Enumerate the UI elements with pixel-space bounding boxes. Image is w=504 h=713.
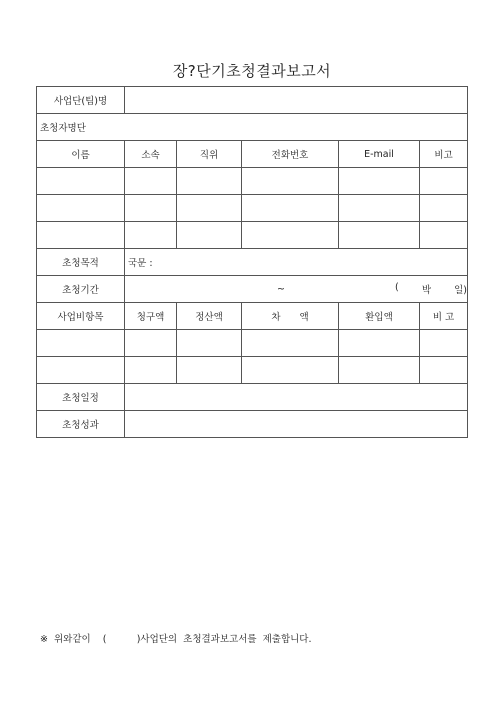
invitee-cell[interactable] bbox=[242, 222, 339, 249]
expense-header-row bbox=[37, 303, 468, 330]
invitee-row bbox=[37, 195, 468, 222]
period-row bbox=[37, 276, 468, 303]
expense-cell[interactable] bbox=[177, 357, 242, 384]
expense-cell[interactable] bbox=[125, 357, 177, 384]
period-field[interactable] bbox=[125, 276, 468, 303]
invitee-cell[interactable] bbox=[177, 195, 242, 222]
period-days: 일) bbox=[454, 285, 467, 296]
expense-row bbox=[37, 330, 468, 357]
invitee-cell[interactable] bbox=[242, 195, 339, 222]
business-team-label: 사업단(팀)명 bbox=[37, 87, 125, 114]
expense-cell[interactable] bbox=[177, 330, 242, 357]
report-form bbox=[36, 86, 468, 438]
header-phone: 전화번호 bbox=[242, 141, 339, 168]
header-affiliation: 소속 bbox=[125, 141, 177, 168]
schedule-field[interactable] bbox=[125, 384, 468, 411]
header-email: E-mail bbox=[339, 141, 420, 168]
expense-cell[interactable] bbox=[37, 357, 125, 384]
invitee-cell[interactable] bbox=[339, 195, 420, 222]
header-remarks: 비고 bbox=[420, 141, 468, 168]
invitee-cell[interactable] bbox=[420, 222, 468, 249]
header-settled: 정산액 bbox=[177, 303, 242, 330]
invitee-list-row bbox=[37, 114, 468, 141]
expense-cell[interactable] bbox=[339, 357, 420, 384]
invitee-cell[interactable] bbox=[242, 168, 339, 195]
invitee-cell[interactable] bbox=[420, 168, 468, 195]
header-claimed: 청구액 bbox=[125, 303, 177, 330]
expense-cell[interactable] bbox=[420, 330, 468, 357]
purpose-row bbox=[37, 249, 468, 276]
schedule-label: 초청일정 bbox=[37, 384, 125, 411]
invitee-cell[interactable] bbox=[37, 195, 125, 222]
period-tilde: ~ bbox=[277, 283, 285, 295]
header-difference: 차 액 bbox=[242, 303, 339, 330]
purpose-field[interactable]: 국문 : bbox=[125, 249, 468, 276]
business-team-row bbox=[37, 87, 468, 114]
invitee-cell[interactable] bbox=[339, 168, 420, 195]
invitee-cell[interactable] bbox=[420, 195, 468, 222]
expense-cell[interactable] bbox=[420, 357, 468, 384]
invitee-cell[interactable] bbox=[125, 222, 177, 249]
results-row bbox=[37, 411, 468, 438]
invitee-cell[interactable] bbox=[37, 168, 125, 195]
schedule-row bbox=[37, 384, 468, 411]
invitee-list-label: 초청자명단 bbox=[37, 114, 468, 141]
business-team-field[interactable] bbox=[125, 87, 468, 114]
invitee-cell[interactable] bbox=[339, 222, 420, 249]
invitee-header-row bbox=[37, 141, 468, 168]
period-label: 초청기간 bbox=[37, 276, 125, 303]
header-position: 직위 bbox=[177, 141, 242, 168]
submission-statement: ※ 위와같이 ( )사업단의 초청결과보고서를 제출합니다. bbox=[40, 634, 312, 645]
header-name: 이름 bbox=[37, 141, 125, 168]
expense-row bbox=[37, 357, 468, 384]
invitee-row bbox=[37, 168, 468, 195]
expense-cell[interactable] bbox=[339, 330, 420, 357]
header-refund: 환입액 bbox=[339, 303, 420, 330]
invitee-cell[interactable] bbox=[177, 168, 242, 195]
header-budget-item: 사업비항목 bbox=[37, 303, 125, 330]
period-paren-open: ( bbox=[395, 282, 399, 293]
invitee-row bbox=[37, 222, 468, 249]
invitee-cell[interactable] bbox=[125, 195, 177, 222]
expense-cell[interactable] bbox=[37, 330, 125, 357]
expense-cell[interactable] bbox=[242, 330, 339, 357]
invitee-cell[interactable] bbox=[125, 168, 177, 195]
document-title: 장?단기초청결과보고서 bbox=[172, 62, 332, 80]
header-expense-remarks: 비 고 bbox=[420, 303, 468, 330]
results-label: 초청성과 bbox=[37, 411, 125, 438]
period-nights: 박 bbox=[421, 285, 431, 296]
invitee-cell[interactable] bbox=[37, 222, 125, 249]
purpose-label: 초청목적 bbox=[37, 249, 125, 276]
results-field[interactable] bbox=[125, 411, 468, 438]
expense-cell[interactable] bbox=[242, 357, 339, 384]
expense-cell[interactable] bbox=[125, 330, 177, 357]
invitee-cell[interactable] bbox=[177, 222, 242, 249]
